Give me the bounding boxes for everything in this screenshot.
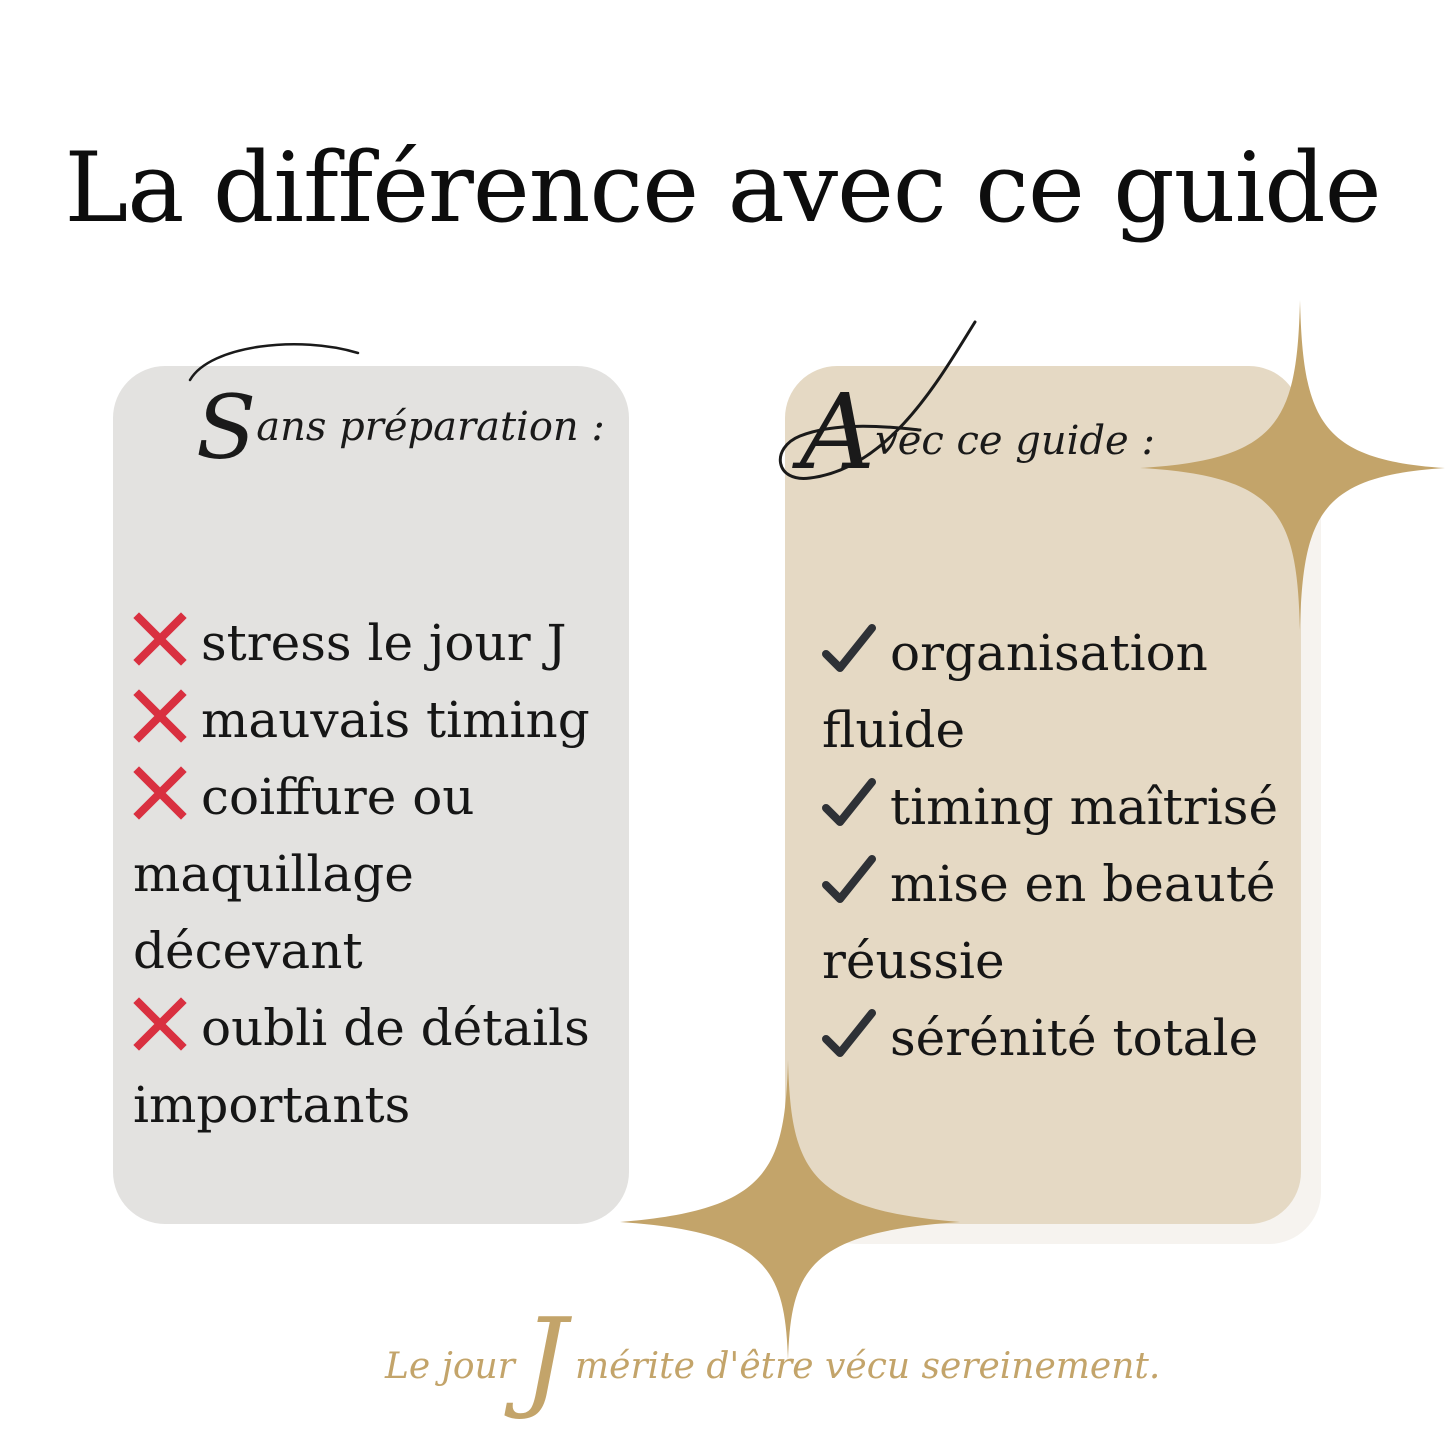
left-heading: [196, 376, 605, 479]
tagline-part2: mérite d'être vécu sereinement.: [575, 1346, 1161, 1387]
list-item: sérénité totale: [822, 1000, 1292, 1077]
sparkle-icon: [620, 1060, 960, 1360]
sparkle-icon: [1140, 300, 1445, 630]
right-heading-flourish: [770, 318, 990, 493]
check-icon: [822, 853, 876, 907]
check-icon: [822, 1007, 876, 1061]
right-heading-cap: A: [800, 371, 876, 493]
cross-icon: [133, 997, 187, 1051]
left-heading-cap: S: [196, 376, 257, 479]
tagline-part1: Le jour: [385, 1346, 515, 1387]
cross-icon: [133, 766, 187, 820]
tagline-j: J: [522, 1294, 567, 1422]
list-item: stress le jour J: [133, 605, 613, 682]
left-heading-text: ans préparation :: [256, 404, 605, 450]
list-item: timing maîtrisé: [822, 769, 1292, 846]
left-list: [133, 605, 613, 1144]
list-item: coiffure ou maquillage décevant: [133, 768, 475, 980]
list-item: mise en beauté réussie: [822, 855, 1276, 990]
list-item: oubli de détails importants: [133, 999, 590, 1134]
check-icon: [822, 776, 876, 830]
tagline: [385, 1294, 1161, 1422]
list-item: organisation fluide: [822, 624, 1208, 759]
right-heading-text: vec ce guide :: [875, 418, 1155, 464]
list-item: mauvais timing: [133, 682, 613, 759]
page-title: La différence avec ce guide: [64, 132, 1381, 244]
cross-icon: [133, 612, 187, 666]
cross-icon: [133, 689, 187, 743]
check-icon: [822, 622, 876, 676]
right-list: [822, 615, 1292, 1077]
left-heading-flourish: [180, 335, 370, 395]
